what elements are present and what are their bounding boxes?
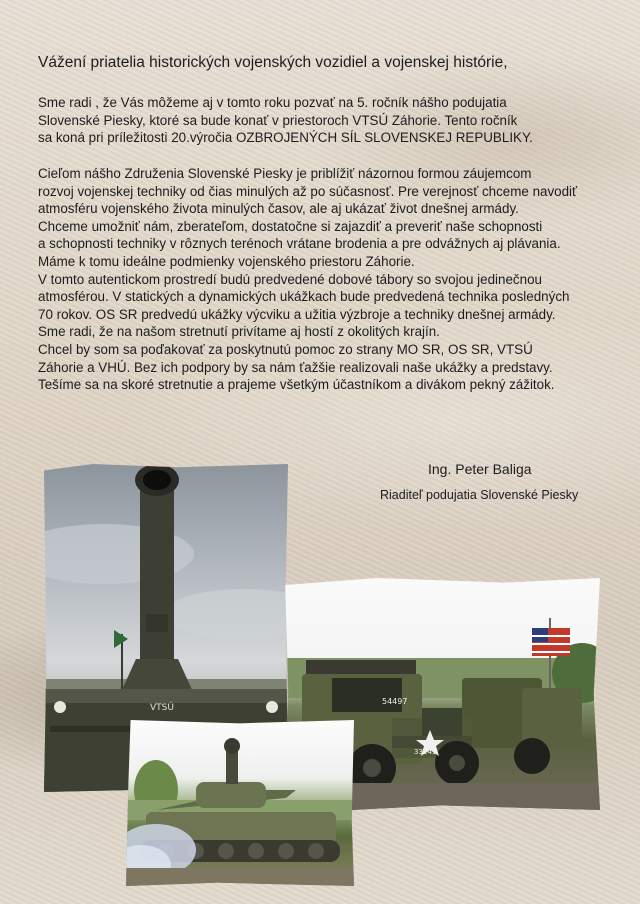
body-line: Cieľom nášho Združenia Slovenské Piesky je priblížiť názornou formou záujemcom bbox=[38, 166, 532, 181]
truck-number: 54497 bbox=[382, 697, 408, 706]
intro-paragraph bbox=[38, 94, 613, 147]
body-line: Sme radi, že na našom stretnutí privítame aj hostí z okolitých krajín. bbox=[38, 324, 440, 340]
body-paragraph bbox=[38, 165, 613, 394]
intro-line: Slovenské Piesky, ktoré sa bude konať v priestoroch VTSÚ Záhorie. Tento ročník bbox=[38, 112, 518, 128]
body-line: Chceme umožniť nám, zberateľom, dostatočne si zajazdiť a preveriť naše schopnosti bbox=[38, 218, 543, 234]
body-line: rozvoj vojenskej techniky od čias minulých až po súčasnosť. Pre verejnosť chceme navodiť bbox=[38, 183, 578, 199]
cannon-marking: VTSÚ bbox=[150, 703, 174, 713]
body-line: Máme k tomu ideálne podmienky vojenského priestoru Záhorie. bbox=[38, 253, 415, 269]
photo-tank bbox=[126, 720, 354, 886]
body-line: atmosféru vojenského života minulých časov, ale aj ukázať život dnešnej armády. bbox=[38, 201, 519, 217]
body-line: Záhorie a VHÚ. Bez ich podpory by sa nám ťažšie realizovali naše ukážky a predstavy. bbox=[38, 359, 553, 375]
signature-name: Ing. Peter Baliga bbox=[428, 461, 532, 477]
tank-illustration bbox=[126, 720, 354, 886]
body-line: Tešíme sa na skoré stretnutie a prajeme všetkým účastníkom a divákom pekný zážitok. bbox=[38, 377, 555, 393]
signature-title: Riaditeľ podujatia Slovenské Piesky bbox=[380, 488, 579, 502]
intro-line: sa koná pri príležitosti 20.výročia OZBROJENÝCH SÍL SLOVENSKEJ REPUBLIKY. bbox=[38, 130, 533, 146]
body-line: Chcel by som sa poďakovať za poskytnutú pomoc zo strany MO SR, OS SR, VTSÚ bbox=[38, 341, 533, 357]
body-line: a schopnosti techniky v rôznych terénoch vrátane brodenia a pre odvážnych aj plávania. bbox=[38, 236, 561, 252]
intro-line: Sme radi , že Vás môžeme aj v tomto roku pozvať na 5. ročník nášho podujatia bbox=[38, 95, 507, 110]
truck-plate: 33241 bbox=[414, 748, 437, 756]
letter-greeting: Vážení priatelia historických vojenských vozidiel a vojenskej histórie, bbox=[38, 54, 508, 71]
body-line: V tomto autentickom prostredí budú predvedené dobové tábory so svojou jedinečnou bbox=[38, 271, 542, 287]
body-line: 70 rokov. OS SR predvedú ukážky výcviku a užitia výzbroje a techniky dnešnej armády. bbox=[38, 306, 556, 322]
body-line: atmosférou. V statických a dynamických ukážkach bude predvedená technika posledných bbox=[38, 289, 570, 305]
